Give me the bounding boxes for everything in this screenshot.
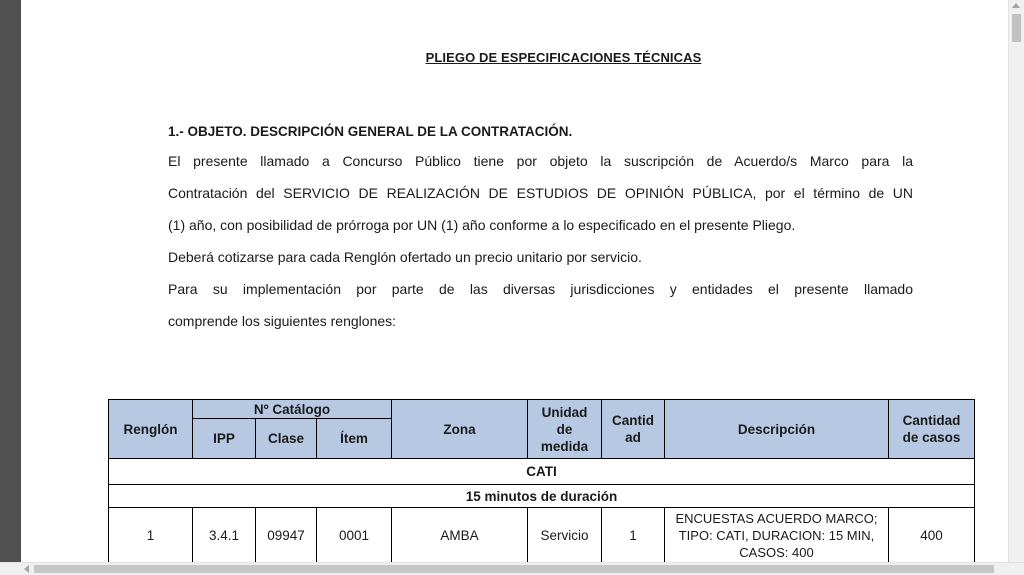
cell-ipp: 3.4.1 <box>193 508 256 563</box>
document-page <box>21 0 1009 563</box>
paragraph-objeto <box>168 145 913 337</box>
header-item: Ítem <box>317 419 392 459</box>
cell-unidad: Servicio <box>528 508 602 563</box>
descripcion-line: TIPO: CATI, DURACION: 15 MIN, <box>678 527 875 543</box>
subgroup-row-duracion: 15 minutos de duración <box>109 485 975 508</box>
horizontal-scrollbar[interactable] <box>0 562 1024 575</box>
group-row-cati: CATI <box>109 459 975 485</box>
viewer-left-gutter <box>0 0 21 575</box>
header-cantidad-line: Cantid <box>612 413 654 428</box>
descripcion-line: ENCUESTAS ACUERDO MARCO; <box>675 510 878 526</box>
header-ipp: IPP <box>193 419 256 459</box>
header-clase: Clase <box>256 419 317 459</box>
cell-item: 0001 <box>317 508 392 563</box>
header-casos <box>889 400 975 459</box>
paragraph-cotizacion: Deberá cotizarse para cada Renglón ofertado un precio unitario por servicio. <box>168 249 642 265</box>
header-unidad-line: de <box>556 421 573 437</box>
header-unidad <box>528 400 602 459</box>
table-row <box>109 508 975 563</box>
cell-renglon: 1 <box>109 508 193 563</box>
horizontal-scroll-thumb[interactable] <box>34 565 994 573</box>
header-unidad-line: Unidad <box>541 404 588 420</box>
vertical-scrollbar[interactable] <box>1008 0 1024 563</box>
document-title: PLIEGO DE ESPECIFICACIONES TÉCNICAS <box>425 50 702 65</box>
descripcion-line: CASOS: 400 <box>739 544 814 560</box>
paragraph-line: (1) año, con posibilidad de prórroga por UN (1) año conforme a lo especificado en el presente Pliego. <box>168 217 796 233</box>
renglones-table <box>108 399 975 563</box>
header-zona: Zona <box>392 400 528 459</box>
cell-clase: 09947 <box>256 508 317 563</box>
header-unidad-line: medida <box>540 438 589 454</box>
paragraph-line: Contratación del SERVICIO DE REALIZACIÓN DE ESTUDIOS DE OPINIÓN PÚBLICA, por el término de UN <box>168 185 913 201</box>
header-casos-line: de casos <box>902 430 961 445</box>
section-heading: 1.- OBJETO. DESCRIPCIÓN GENERAL DE LA CONTRATACIÓN. <box>168 124 573 139</box>
scroll-left-arrow-icon[interactable] <box>24 565 29 573</box>
paragraph-line: comprende los siguientes renglones: <box>168 313 397 329</box>
cell-casos: 400 <box>889 508 975 563</box>
header-cantidad <box>602 400 665 459</box>
header-casos-line: Cantidad <box>902 413 961 428</box>
paragraph-line: Para su implementación por parte de las diversas jurisdicciones y entidades el presente llamado <box>168 281 913 297</box>
cell-cantidad: 1 <box>602 508 665 563</box>
header-cantidad-line: ad <box>625 430 641 445</box>
vertical-scroll-thumb[interactable] <box>1012 14 1021 42</box>
scroll-up-arrow-icon[interactable] <box>1012 3 1020 8</box>
header-catalogo: Nº Catálogo <box>193 400 392 419</box>
header-renglon: Renglón <box>109 400 193 459</box>
header-descripcion: Descripción <box>665 400 889 459</box>
paragraph-line: El presente llamado a Concurso Público tiene por objeto la suscripción de Acuerdo/s Marco para la <box>168 153 913 169</box>
cell-descripcion <box>665 508 889 563</box>
cell-zona: AMBA <box>392 508 528 563</box>
